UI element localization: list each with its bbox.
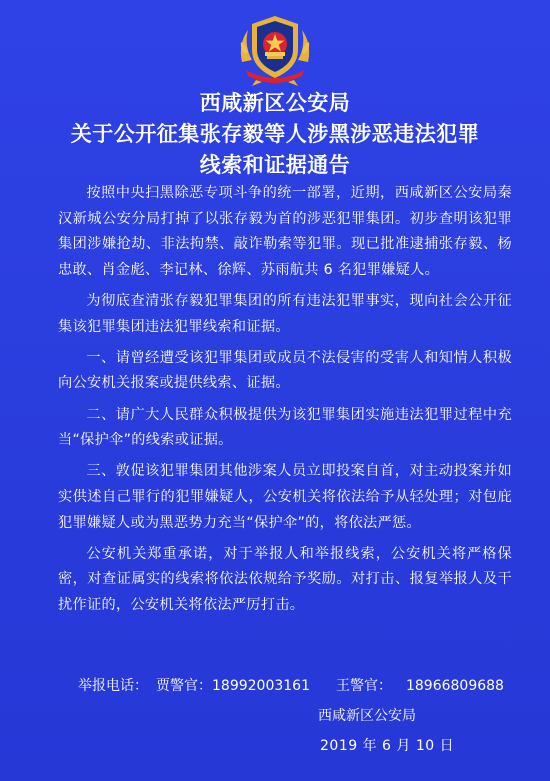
officer-2-name: 王警官： xyxy=(335,678,392,694)
officer-2-phone[interactable]: 18966809688 xyxy=(405,678,504,694)
title-line-2: 关于公开征集张存毅等人涉黑涉恶违法犯罪 xyxy=(70,122,480,146)
contact-label: 举报电话： xyxy=(78,678,148,694)
title-line-3: 线索和证据通告 xyxy=(199,153,351,177)
paragraph-promise: 公安机关郑重承诺，对于举报人和举报线索，公安机关将严格保密，对查证属实的线索将依法依规给予奖励。对打击、报复举报人及干扰作证的，公安机关将依法严厉打击。 xyxy=(58,545,512,613)
notice-title xyxy=(0,88,550,181)
title-line-1: 西咸新区公安局 xyxy=(199,91,351,115)
paragraph-purpose: 为彻底查清张存毅犯罪集团的所有违法犯罪事实，现向社会公开征集该犯罪集团违法犯罪线索和证据。 xyxy=(58,292,512,335)
signature-org: 西咸新区公安局 xyxy=(318,708,416,724)
signature-date: 2019 年 6 月 10 日 xyxy=(320,738,455,754)
paragraph-item-1: 一、请曾经遭受该犯罪集团或成员不法侵害的受害人和知情人积极向公安机关报案或提供线索、证据。 xyxy=(58,349,512,392)
notice-body xyxy=(58,181,512,624)
police-emblem-icon xyxy=(232,10,318,88)
paragraph-item-3: 三、敦促该犯罪集团其他涉案人员立即投案自首，对主动投案并如实供述自己罪行的犯罪嫌疑人，公安机关将依法给予从轻处理；对包庇犯罪嫌疑人或为黑恶势力充当“保护伞”的，将依法严惩。 xyxy=(58,463,512,531)
paragraph-item-2: 二、请广大人民群众积极提供为该犯罪集团实施违法犯罪过程中充当“保护伞”的线索或证据。 xyxy=(58,406,512,449)
officer-1-phone[interactable]: 18992003161 xyxy=(212,678,310,694)
paragraph-intro: 按照中央扫黑除恶专项斗争的统一部署，近期，西咸新区公安局秦汉新城公安分局打掉了以张存毅为首的涉恶犯罪集团。初步查明该犯罪集团涉嫌抢劫、非法拘禁、敲诈勒索等犯罪。现已批准逮捕张存毅、杨忠敢、肖金彪、李记林、徐辉、苏雨航共 6 名犯罪嫌疑人。 xyxy=(58,185,512,278)
officer-1-name: 贾警官： xyxy=(156,678,212,694)
report-contact xyxy=(78,676,504,696)
